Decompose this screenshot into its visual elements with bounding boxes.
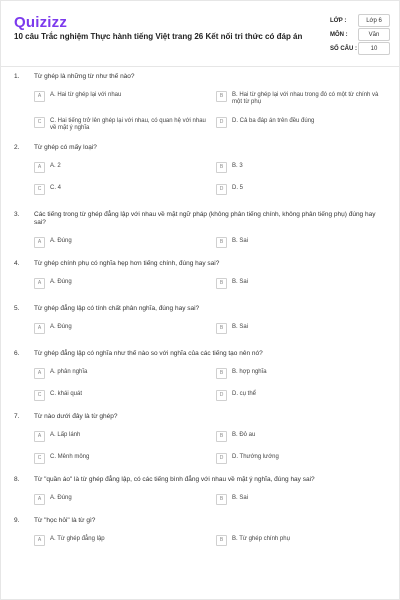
question-text: Từ nào dưới đây là từ ghép?	[34, 413, 118, 420]
option-letter-box[interactable]: D	[216, 453, 227, 464]
question-6	[0, 350, 400, 401]
option-text: C. 4	[50, 185, 62, 191]
option-letter-box[interactable]: A	[34, 91, 45, 102]
option-letter-box[interactable]: B	[216, 278, 227, 289]
option-letter-box[interactable]: B	[216, 431, 227, 442]
answer-option[interactable]	[34, 162, 216, 173]
option-text: A. Lấp lánh	[50, 432, 81, 438]
question-number: 4.	[14, 260, 20, 267]
question-number: 7.	[14, 413, 20, 420]
question-8	[0, 476, 400, 505]
option-text: D. cụ thể	[232, 391, 257, 397]
option-text: B. Sai	[232, 238, 249, 244]
option-letter-box[interactable]: B	[216, 368, 227, 379]
option-letter-box[interactable]: C	[34, 390, 45, 401]
question-row	[14, 350, 400, 358]
answer-option[interactable]	[216, 91, 398, 106]
answer-options	[14, 494, 400, 505]
question-number: 2.	[14, 144, 20, 151]
answer-option[interactable]	[34, 368, 216, 379]
worksheet-meta	[330, 14, 390, 56]
question-text: Từ "quần áo" là từ ghép đẳng lập, có các tiếng bình đẳng với nhau về mặt ý nghĩa, đúng hay sai?	[34, 476, 315, 483]
option-letter-box[interactable]: C	[34, 184, 45, 195]
answer-option[interactable]	[34, 453, 216, 464]
option-letter-box[interactable]: A	[34, 535, 45, 546]
meta-subject-value: Văn	[358, 28, 390, 41]
question-row	[14, 260, 400, 268]
answer-options	[14, 368, 400, 401]
answer-options	[14, 237, 400, 248]
question-number: 8.	[14, 476, 20, 483]
meta-class	[330, 14, 390, 27]
answer-option[interactable]	[34, 117, 216, 132]
option-text: B. Sai	[232, 279, 249, 285]
question-1	[0, 73, 400, 132]
question-row	[14, 476, 400, 484]
meta-subject	[330, 28, 390, 41]
worksheet-header	[0, 0, 400, 62]
option-text: D. 5	[232, 185, 244, 191]
answer-option[interactable]	[216, 368, 398, 379]
option-letter-box[interactable]: A	[34, 237, 45, 248]
option-text: B. Sai	[232, 495, 249, 501]
question-row	[14, 305, 400, 313]
header-divider	[0, 66, 400, 67]
option-text: C. Hai tiếng trở lên ghép lại với nhau, có quan hệ với nhau về mặt ý nghĩa	[50, 118, 206, 131]
option-letter-box[interactable]: B	[216, 237, 227, 248]
answer-option[interactable]	[34, 278, 216, 289]
answer-options	[14, 162, 400, 195]
meta-class-value: Lớp 6	[358, 14, 390, 27]
option-text: B. Hai từ ghép lại với nhau trong đó có một từ chính và một từ phụ	[232, 92, 379, 105]
answer-options	[14, 431, 400, 464]
question-text: Từ ghép đẳng lập có tính chất phân nghĩa, đúng hay sai?	[34, 305, 200, 312]
option-letter-box[interactable]: C	[34, 453, 45, 464]
option-text: A. Hai từ ghép lại với nhau	[50, 92, 122, 98]
option-letter-box[interactable]: B	[216, 323, 227, 334]
answer-option[interactable]	[216, 184, 398, 195]
answer-options	[14, 278, 400, 289]
option-letter-box[interactable]: B	[216, 535, 227, 546]
question-3	[0, 211, 400, 248]
question-4	[0, 260, 400, 289]
answer-option[interactable]	[34, 431, 216, 442]
quizizz-logo: Quizizz	[14, 14, 68, 31]
answer-option[interactable]	[216, 431, 398, 442]
answer-option[interactable]	[34, 390, 216, 401]
option-text: A. 2	[50, 163, 61, 169]
meta-count	[330, 42, 390, 55]
answer-options	[14, 535, 400, 546]
question-7	[0, 413, 400, 464]
option-text: B. Từ ghép chính phụ	[232, 536, 290, 542]
option-letter-box[interactable]: C	[34, 117, 45, 128]
option-text: A. Từ ghép đẳng lập	[50, 536, 105, 542]
question-row	[14, 73, 400, 81]
option-letter-box[interactable]: B	[216, 494, 227, 505]
answer-option[interactable]	[216, 390, 398, 401]
question-row	[14, 144, 400, 152]
question-number: 5.	[14, 305, 20, 312]
question-text: Các tiếng trong từ ghép đẳng lập với nhau về mặt ngữ pháp (không phân tiếng chính, không phân tiếng phụ) đúng hay sai?	[34, 211, 376, 226]
question-list	[0, 73, 400, 558]
option-letter-box[interactable]: A	[34, 278, 45, 289]
question-row	[14, 211, 400, 227]
option-text: D. Thướng lướng	[232, 454, 279, 460]
answer-option[interactable]	[216, 535, 398, 546]
meta-count-value: 10	[358, 42, 390, 55]
question-number: 6.	[14, 350, 20, 357]
answer-option[interactable]	[34, 91, 216, 106]
meta-class-label: LỚP :	[330, 17, 347, 24]
option-text: C. Mênh mông	[50, 454, 90, 460]
question-text: Từ ghép có mấy loại?	[34, 144, 97, 151]
answer-option[interactable]	[216, 494, 398, 505]
question-2	[0, 144, 400, 195]
option-text: C. khái quát	[50, 391, 83, 397]
answer-option[interactable]	[216, 323, 398, 334]
meta-count-label: SỐ CÂU :	[330, 45, 357, 52]
question-9	[0, 517, 400, 546]
option-text: A. Đúng	[50, 279, 72, 285]
question-number: 3.	[14, 211, 20, 218]
option-text: D. Cả ba đáp án trên đều đúng	[232, 118, 315, 124]
option-letter-box[interactable]: D	[216, 184, 227, 195]
option-text: A. Đúng	[50, 324, 72, 330]
question-row	[14, 517, 400, 525]
answer-option[interactable]	[34, 237, 216, 248]
option-text: A. Đúng	[50, 495, 72, 501]
question-number: 1.	[14, 73, 20, 80]
question-5	[0, 305, 400, 334]
option-text: B. Sai	[232, 324, 249, 330]
option-text: B. 3	[232, 163, 243, 169]
option-letter-box[interactable]: A	[34, 368, 45, 379]
answer-option[interactable]	[34, 535, 216, 546]
option-letter-box[interactable]: B	[216, 162, 227, 173]
option-letter-box[interactable]: A	[34, 162, 45, 173]
option-letter-box[interactable]: D	[216, 117, 227, 128]
answer-option[interactable]	[216, 117, 398, 132]
option-letter-box[interactable]: B	[216, 91, 227, 102]
answer-options	[14, 323, 400, 334]
option-letter-box[interactable]: A	[34, 494, 45, 505]
question-text: Từ ghép chính phụ có nghĩa hẹp hơn tiếng chính, đúng hay sai?	[34, 260, 220, 267]
answer-option[interactable]	[216, 278, 398, 289]
question-text: Từ "học hỏi" là từ gì?	[34, 517, 96, 524]
answer-option[interactable]	[216, 162, 398, 173]
answer-option[interactable]	[34, 184, 216, 195]
option-text: B. hợp nghĩa	[232, 369, 267, 375]
answer-options	[14, 91, 400, 132]
question-text: Từ ghép đẳng lập có nghĩa như thế nào so với nghĩa của các tiếng tạo nên nó?	[34, 350, 263, 357]
answer-option[interactable]	[216, 453, 398, 464]
option-text: A. Đúng	[50, 238, 72, 244]
question-text: Từ ghép là những từ như thế nào?	[34, 73, 135, 80]
answer-option[interactable]	[34, 494, 216, 505]
option-letter-box[interactable]: D	[216, 390, 227, 401]
answer-option[interactable]	[216, 237, 398, 248]
option-letter-box[interactable]: A	[34, 431, 45, 442]
answer-option[interactable]	[34, 323, 216, 334]
question-row	[14, 413, 400, 421]
worksheet-title: 10 câu Trắc nghiệm Thực hành tiếng Việt trang 26 Kết nối tri thức có đáp án	[14, 32, 303, 41]
option-text: B. Đỏ au	[232, 432, 256, 438]
option-letter-box[interactable]: A	[34, 323, 45, 334]
option-text: A. phân nghĩa	[50, 369, 88, 375]
meta-subject-label: MÔN :	[330, 31, 348, 38]
question-number: 9.	[14, 517, 20, 524]
